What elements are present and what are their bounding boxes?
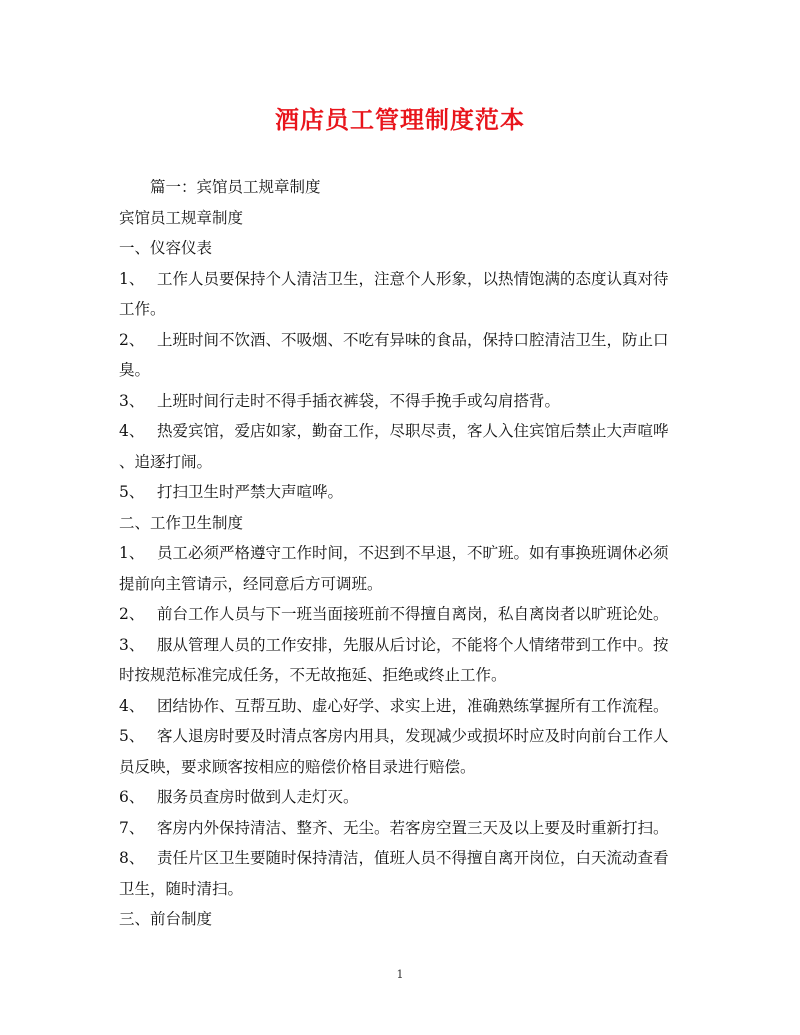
list-item [119,599,679,630]
item-text: 责任片区卫生要随时保持清洁，值班人员不得擅自离开岗位，白天流动查看 [157,849,669,867]
item-text: 打扫卫生时严禁大声喧哗。 [157,483,344,501]
item-text-continued: 提前向主管请示，经同意后方可调班。 [119,574,383,593]
item-text-continued: 员反映，要求顾客按相应的赔偿价格目录进行赔偿。 [119,757,476,776]
list-item [119,843,679,904]
item-text-continued: 工作。 [119,300,166,318]
item-number: 4、 [119,696,145,715]
item-text: 上班时间不饮酒、不吸烟、不吃有异味的食品，保持口腔清洁卫生，防止口 [157,330,669,349]
item-text: 工作人员要保持个人清洁卫生，注意个人形象，以热情饱满的态度认真对待 [157,269,669,288]
item-text-continued: 时按规范标准完成任务，不无故拖延、拒绝或终止工作。 [119,666,507,684]
section-heading-work-hygiene: 二、工作卫生制度 [119,513,244,532]
list-item [119,416,679,477]
item-text: 客人退房时要及时清点客房内用具，发现减少或损坏时应及时向前台工作人 [157,727,669,745]
item-text: 服从管理人员的工作安排，先服从后讨论，不能将个人情绪带到工作中。按 [157,635,669,654]
list-item [119,813,679,844]
document-title: 酒店员工管理制度范本 [275,105,525,134]
item-number: 2、 [119,330,145,349]
item-number: 5、 [119,483,145,501]
list-item [119,782,679,813]
list-item [119,538,679,599]
item-number: 7、 [119,818,145,837]
list-item [119,264,679,325]
item-number: 1、 [119,269,145,288]
section-heading-appearance: 一、仪容仪表 [119,239,213,257]
item-number: 5、 [119,727,145,745]
item-number: 8、 [119,849,145,867]
item-text: 热爱宾馆，爱店如家，勤奋工作，尽职尽责，客人入住宾馆后禁止大声喧哗 [157,422,669,440]
item-number: 2、 [119,605,145,623]
item-text: 前台工作人员与下一班当面接班前不得擅自离岗，私自离岗者以旷班论处。 [157,605,669,623]
list-item [119,630,679,691]
list-item [119,691,679,722]
item-number: 1、 [119,544,145,562]
item-text-continued: 、追逐打闹。 [119,452,213,471]
document-body [119,172,679,935]
list-item [119,721,679,782]
item-number: 3、 [119,391,145,410]
item-text: 服务员查房时做到人走灯灭。 [157,788,359,806]
list-item [119,325,679,386]
item-number: 6、 [119,788,145,806]
subtitle: 宾馆员工规章制度 [119,208,244,227]
item-text: 员工必须严格遵守工作时间，不迟到不早退，不旷班。如有事换班调休必须 [157,544,669,562]
item-text-continued: 卫生，随时清扫。 [119,879,244,898]
item-number: 3、 [119,635,145,654]
item-text: 客房内外保持清洁、整齐、无尘。若客房空置三天及以上要及时重新打扫。 [157,818,669,837]
item-text: 团结协作、互帮互助、虚心好学、求实上进，准确熟练掌握所有工作流程。 [157,696,669,715]
page-number: 1 [396,968,404,981]
item-text: 上班时间行走时不得手插衣裤袋，不得手挽手或勾肩搭背。 [157,391,561,410]
list-item [119,386,679,417]
item-number: 4、 [119,422,145,440]
heading-piece: 篇一：宾馆员工规章制度 [150,178,321,196]
list-item [119,477,679,508]
section-heading-front-desk: 三、前台制度 [119,910,213,928]
item-text-continued: 臭。 [119,361,151,379]
